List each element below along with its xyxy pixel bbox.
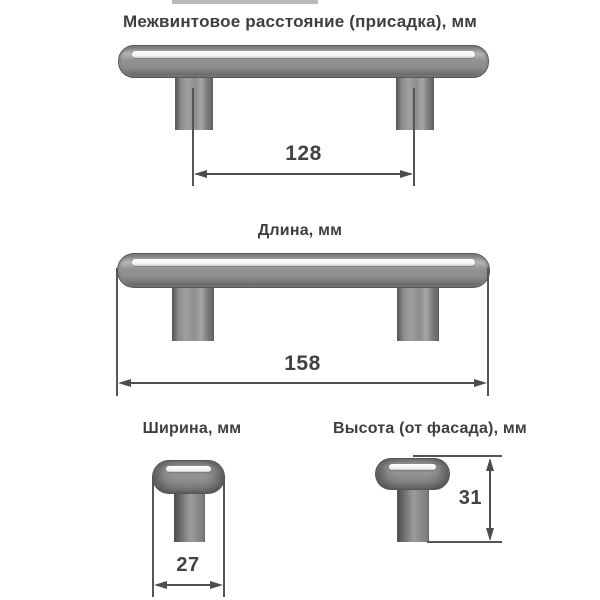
- handle-highlight: [132, 51, 475, 58]
- height-value: 31: [458, 487, 482, 509]
- handle-highlight: [389, 464, 436, 470]
- handle-cap: [152, 460, 225, 494]
- handle-bar: [117, 253, 490, 288]
- dimension-line-spacing: [196, 173, 411, 175]
- handle-post-left: [172, 284, 214, 341]
- dimension-line-length: [121, 382, 484, 384]
- extension-line-right: [223, 476, 225, 597]
- length-value: 158: [284, 352, 321, 375]
- width-value: 27: [176, 554, 200, 576]
- extension-line-top: [413, 455, 502, 457]
- width-view-title: Ширина, мм: [142, 420, 242, 437]
- extension-line-right: [413, 88, 415, 186]
- extension-line-bottom: [427, 541, 502, 543]
- height-view-title: Высота (от фасада), мм: [333, 420, 527, 437]
- arrowhead-right-icon: [210, 581, 223, 589]
- handle-cap: [375, 458, 450, 490]
- handle-highlight: [166, 466, 211, 472]
- arrowhead-left-icon: [118, 379, 131, 387]
- handle-post-left: [175, 74, 213, 130]
- arrowhead-left-icon: [194, 170, 207, 178]
- length-view-title: Длина, мм: [257, 222, 343, 239]
- extension-line-left: [152, 476, 154, 597]
- handle-highlight: [132, 259, 475, 266]
- handle-post: [174, 490, 205, 542]
- arrowhead-up-icon: [486, 458, 494, 471]
- handle-post-right: [396, 74, 434, 130]
- handle-post: [397, 487, 429, 542]
- arrowhead-right-icon: [474, 379, 487, 387]
- handle-bar: [118, 45, 489, 78]
- handle-post-right: [397, 284, 439, 341]
- spacing-view-title: Межвинтовое расстояние (присадка), мм: [122, 12, 477, 31]
- arrowhead-right-icon: [400, 170, 413, 178]
- arrowhead-left-icon: [154, 581, 167, 589]
- extension-line-left: [116, 268, 118, 396]
- cropped-element-top: [172, 0, 318, 4]
- spacing-value: 128: [285, 142, 322, 165]
- arrowhead-down-icon: [486, 528, 494, 541]
- extension-line-right: [487, 268, 489, 396]
